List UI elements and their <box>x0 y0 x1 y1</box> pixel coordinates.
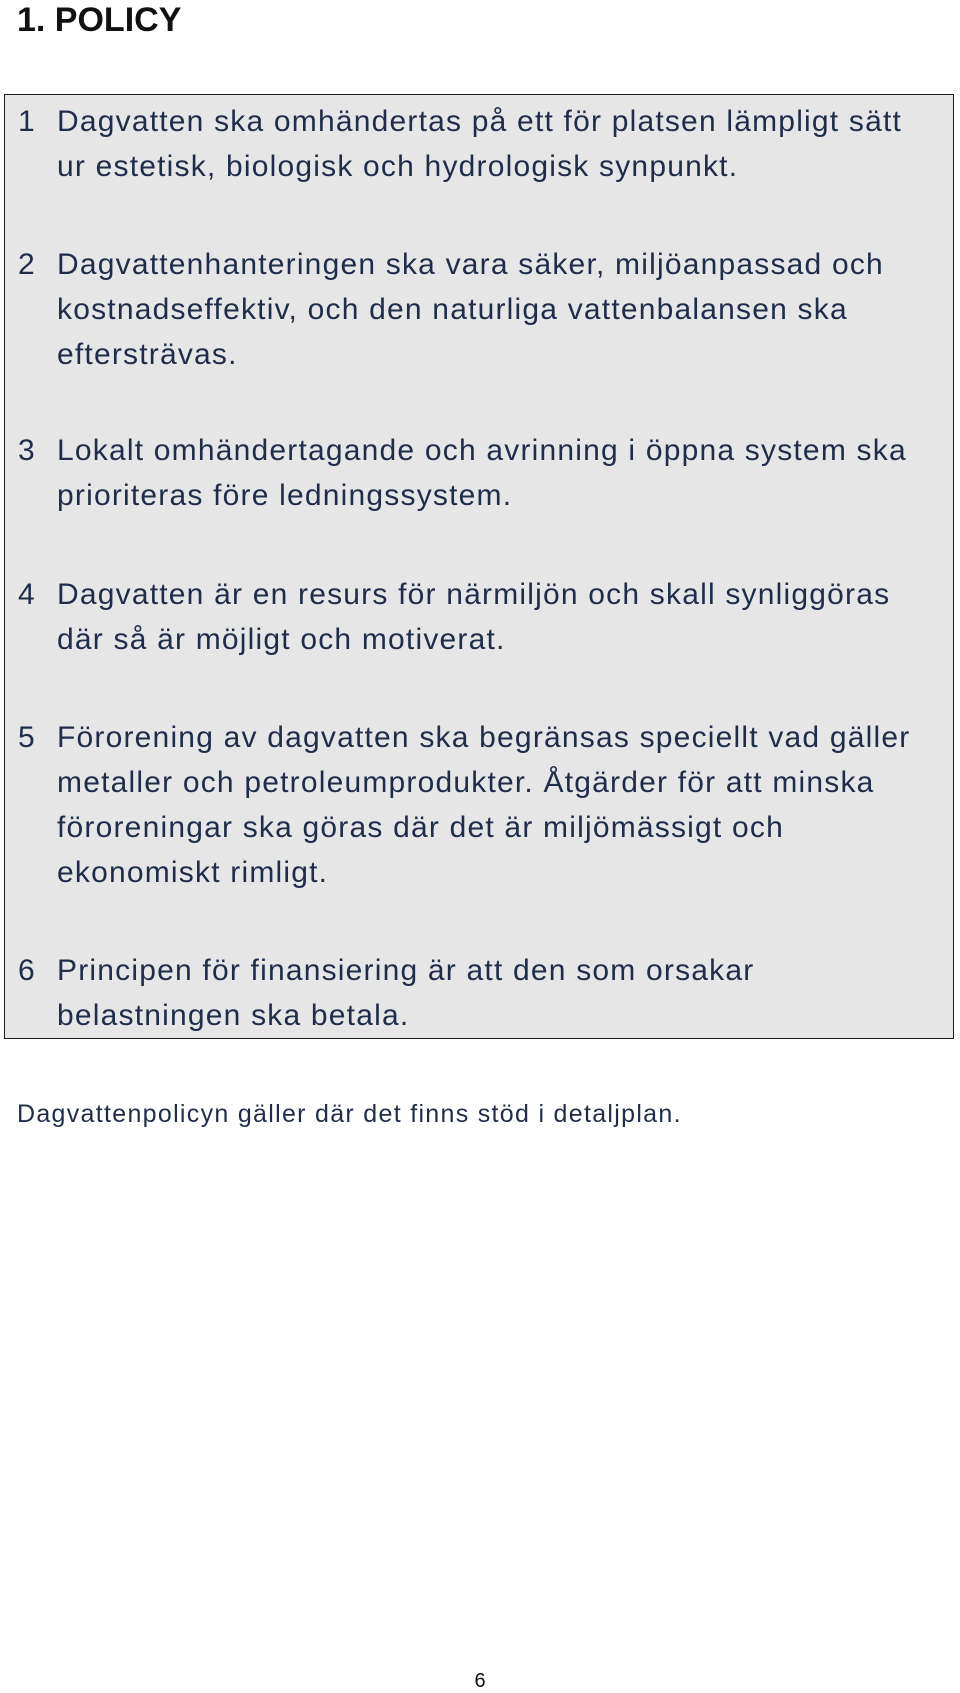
policy-item-number: 1 <box>18 105 36 138</box>
policy-item-1 <box>5 99 953 189</box>
footnote: Dagvattenpolicyn gäller där det finns stöd i detaljplan. <box>17 1100 682 1128</box>
policy-item-4 <box>5 572 953 662</box>
policy-box <box>4 94 954 1039</box>
policy-item-text: Principen för finansiering är att den som orsakar belastningen ska betala. <box>57 954 755 1032</box>
policy-item-2 <box>5 242 953 377</box>
policy-item-3 <box>5 428 953 518</box>
policy-item-number: 6 <box>18 954 36 987</box>
policy-item-text: Lokalt omhändertagande och avrinning i öppna system ska prioriteras före ledningssystem. <box>57 434 907 512</box>
page-number: 6 <box>474 1670 486 1692</box>
policy-item-6 <box>5 948 953 1038</box>
policy-item-number: 4 <box>18 578 36 611</box>
policy-item-number: 5 <box>18 721 36 754</box>
policy-item-5 <box>5 715 953 895</box>
policy-item-text: Dagvatten är en resurs för närmiljön och skall synliggöras där så är möjligt och motiverat. <box>57 578 891 656</box>
policy-item-number: 2 <box>18 248 36 281</box>
page-heading: 1. POLICY <box>17 1 182 39</box>
policy-item-text: Förorening av dagvatten ska begränsas speciellt vad gäller metaller och petroleumprodukter. Åtgärder för att minska föroreningar ska göras där det är miljömässigt och ekonomiskt rimligt. <box>57 721 911 889</box>
policy-item-text: Dagvatten ska omhändertas på ett för platsen lämpligt sätt ur estetisk, biologisk och hydrologisk synpunkt. <box>57 105 903 183</box>
policy-item-number: 3 <box>18 434 36 467</box>
policy-item-text: Dagvattenhanteringen ska vara säker, miljöanpassad och kostnadseffektiv, och den naturliga vattenbalansen ska eftersträvas. <box>57 248 884 371</box>
